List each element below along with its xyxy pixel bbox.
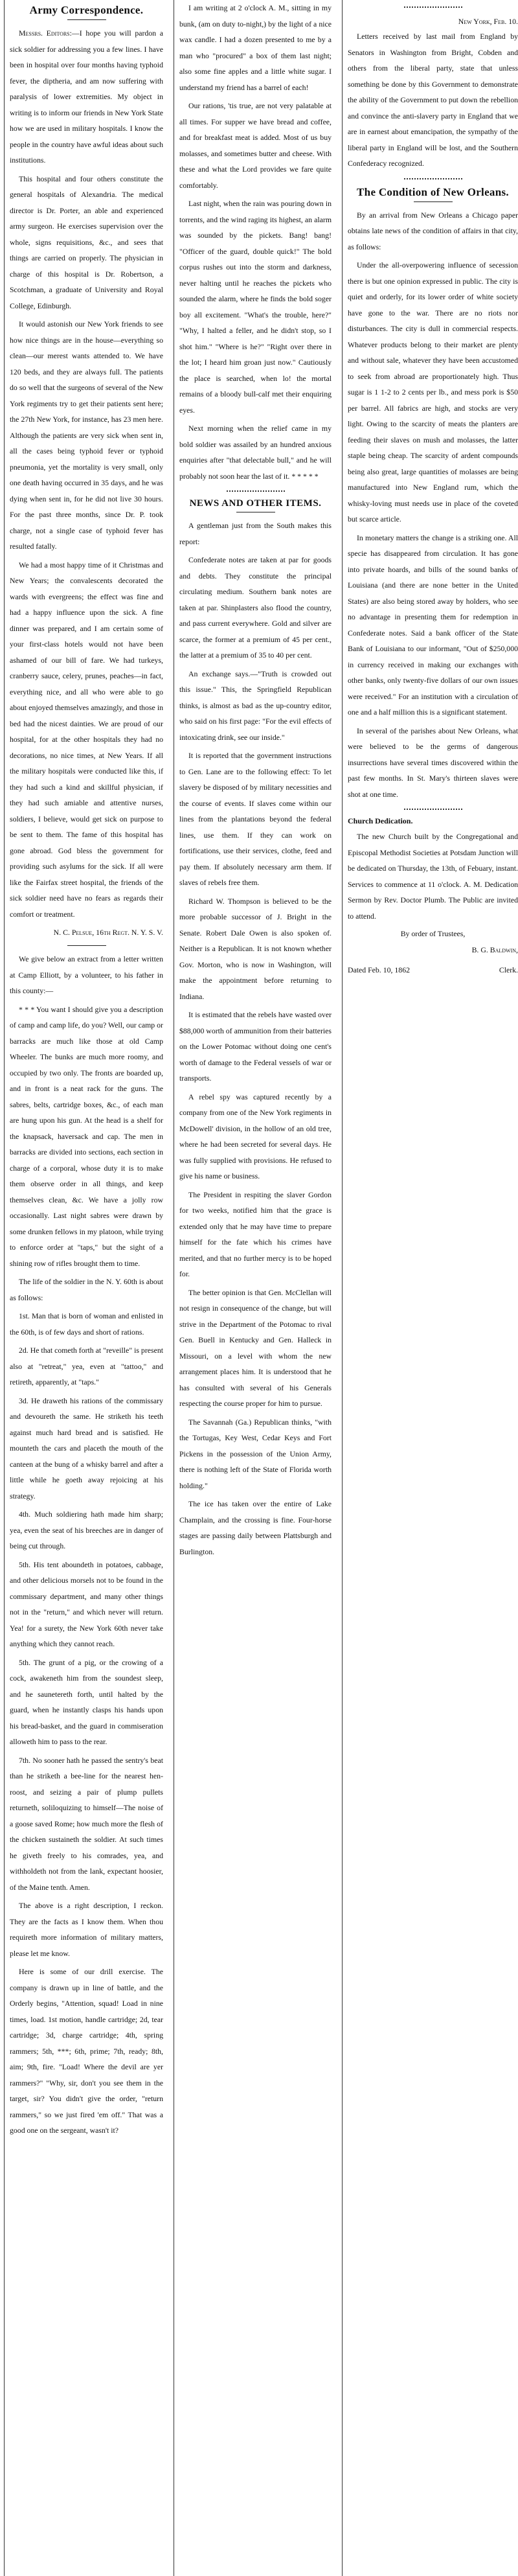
divider	[67, 945, 106, 946]
dispatch-text: Letters received by last mail from England by Senators in Washington from Bright, Cobden and others from the liberal party, state that unless something be done by this Government to demonstrate the ability of the Government to put down the rebellion and convince the anti-slavery party in England that we are in earnest about emancipation, the sympathy of the liberal party in England will be lost, and the Southern Confederacy recognized.	[348, 32, 518, 168]
section-title: Church Dedication.	[348, 816, 413, 825]
news-item: Confederate notes are taken at par for goods and debts. They constitute the principal circulating medium. Southern bank notes are taken at par. Shinplasters also flood the country, and pass current everywhere. Gold and silver are scarce, the former at a premium of 45 per cent., the latter at a premium of 35 to 40 per cent.	[179, 555, 332, 660]
section-title: The Condition of New Orleans.	[357, 185, 509, 198]
signer-role: Clerk.	[499, 965, 518, 974]
ornament-divider	[404, 809, 462, 810]
paragraph: The new Church built by the Congregational and Episcopal Methodist Societies at Potsdam Junction will be dedicated on Thursday, the 13th, of Febuary, instant. Services to commence at 11 o'clock. A. M. Dedication Sermon by Rev. Doctor Plumb. The Public are invited to attend.	[348, 832, 518, 921]
paragraph: We had a most happy time of it Christmas and New Years; the convalescents decorated the wards with evergreens; the effect was fine and had a happy influence upon the sick. A fine dinner was prepared, and I am certain some of your first-class hotels would not have been ashamed of our bill of fare. We had turkeys, cranberry sauce, celery, prunes, peaches—in fact, everything nice, and all who were able to go about enjoyed themselves amazingly, and those in bed had the nicest dainties. We are proud of our hospital, for at the other hospitals they had no decorations, no nice times, at New Years. If all the military hospitals were conducted like this, if they had such a kind and skillful physician, if they had such amiable and attentive nurses, soldiers, I believe, would get sick on purpose to be sent to them. The fame of this hospital has gone abroad. God bless the government for providing such asylums for the sick. If all were like the Fairfax street hospital, the friends of the sick soldier need have no fears as regards their comfort or treatment.	[10, 560, 163, 919]
paragraph: Last night, when the rain was pouring down in torrents, and the wind raging its highest, an alarm was sounded by the pickets. Bang! bang! "Officer of the guard, double quick!" The bold corpus rushes out into the storm and darkness, never halting until he reaches the pickets who sounded the alarm, where he finds the bold soger boy all excitement. "What's the trouble, here?" "Why, I halted a feller, and he didn't stop, so I shot him." "Where is he?" "Right over there in the lot; I heard him groan just now." Cautiously the place is searched, when lo! the mortal remains of a bloody bull-calf met their enquiring eyes.	[179, 199, 332, 415]
news-item: The President in respiting the slaver Gordon for two weeks, notified him that the grace is extended only that he may have time to prepare himself for the fate which his crimes have merited, and that no further mercy is to be hoped for.	[179, 1190, 332, 1278]
paragraph: By an arrival from New Orleans a Chicago paper obtains late news of the condition of affairs in that city, as follows:	[348, 210, 518, 251]
news-item: An exchange says.—"Truth is crowded out this issue." This, the Springfield Republican thinks, is almost as bad as the up-country editor, who said on his first page: "For the evil effects of intoxicating drink, see our inside."	[179, 669, 332, 742]
column-news	[174, 0, 335, 2576]
title-rule	[67, 19, 106, 20]
news-item: It is estimated that the rebels have wasted over $88,000 worth of ammunition from their batteries on the Lower Potomac without doing one cent's worth of damage to the Federal vessels of war or transports.	[179, 1010, 332, 1083]
paragraph: * * * You want I should give you a description of camp and camp life, do you? Well, our camp or barracks are much like those at old Camp Wheeler. The bunks are much more roomy, and occupied by two only. The fronts are boarded up, and in front is a neat rack for the guns. The sabres, belts, cartridge boxes, &c., of each man are hung upon his gun. At the head is a shelf for the knapsack, haversack and cap. The men in barracks are divided into sections, each section in charge of a corporal, whose duty it is to make them observe order in all things, and keep themselves clean, &c. We have a jolly row occasionally. Last night sabres were drawn by some drunken fellows in my platoon, while trying to enforce order at "taps," but the sight of a shining row of rifles brought them to time.	[10, 1004, 163, 1268]
news-item: The Savannah (Ga.) Republican thinks, "with the Tortugas, Key West, Cedar Keys and Fort Pickens in the possession of the Union Army, there is nothing left of the State of Florida worth holding."	[179, 1417, 332, 1490]
order-line: By order of Trustees,	[400, 929, 466, 938]
paragraph: The life of the soldier in the N. Y. 60th is about as follows:	[10, 1277, 163, 1302]
news-item: A rebel spy was captured recently by a company from one of the New York regiments in McDowell' division, in the hollow of an old tree, where he had been secreted for several days. He was fully supplied with provisions. He refused to give his name or business.	[179, 1092, 332, 1180]
signer: B. G. Baldwin,	[471, 945, 518, 954]
intro: We give below an extract from a letter written at Camp Elliott, by a volunteer, to his father in this county:—	[10, 954, 163, 995]
news-item: A gentleman just from the South makes this report:	[179, 521, 332, 546]
signature: N. C. Pelsue, 16th Regt. N. Y. S. V.	[53, 928, 163, 937]
paragraph: Under the all-overpowering influence of secession there is but one opinion expressed in public. The city is quiet and orderly, for its lower order of white society have gone to the war. There are no riots nor disturbances. The city is dull in commercial respects. Whatever products belong to their market are plenty and without sale, whatever they have been accustomed to seek from abroad are proportionately high. Thus sugar is 1 1-2 to 2 cents per lb., and mess pork is $50 per barrel. All fabrics are high, and stocks are very light. Owing to the scarcity of meats the planters are feeding their slaves on mush and molasses, the latter staple being cheap. The scarcity of ardent compounds being also great, large quantities of molasses are being manufactured into New England rum, which the whisky-loving must needs use in place of the coveted but scarce article.	[348, 260, 518, 523]
paragraph: It would astonish our New York friends to see how nice things are in the house—everything so clean—our merest wants attended to. We have 120 beds, and they are always full. The patients do so well that the surgeons of several of the New York regiments try to get their patients sent here; the 27th New York, for instance, has 23 men here. Although the patients are very sick when sent in, all the cases being typhoid fever or typhoid pneumonia, yet the mortality is very small, only one death having occurred in 35 days, and he was dying when sent in, for he did not live 30 hours. For the past three months, since Dr. P. took charge, not a single case of typhoid fever has resulted fatally.	[10, 319, 163, 551]
ornament-divider	[404, 6, 462, 8]
news-item: The ice has taken over the entire of Lake Champlain, and the crossing is fine. Four-horse stages are passing daily between Plattsburgh and Burlington.	[179, 1499, 332, 1556]
paragraph: 7th. No sooner hath he passed the sentry's beat than he striketh a bee-line for the nearest hen-roost, and seizing a pair of plump pullets returneth, soliloquizing to himself—The noise of a goose saved Rome; how much more the flesh of the chicken sustaineth the soldier. At such times he giveth freely to his comrades, yea, and withholdeth not from the lank, expectant hoosier, of the Maine tenth. Amen.	[10, 1755, 163, 1892]
paragraph: 3d. He draweth his rations of the commissary and devoureth the same. He striketh his teeth against much hard bread and is satisfied. He mounteth the cars and placeth the mouth of the canteen at the bung of a whisky barrel and after a little while he goeth away rejoicing at his strategy.	[10, 1396, 163, 1501]
paragraph: Next morning when the relief came in my bold soldier was assailed by an hundred anxious enquiries after "that delectable bull," and he will probably not soon hear the last of it. * * * * *	[179, 424, 332, 481]
paragraph: 5th. His tent aboundeth in potatoes, cabbage, and other delicious morsels not to be found in the commissary department, and many other things not in the "return," and which never will return. Yea! for a surety, the New York 60th never take anything which they cannot reach.	[10, 1559, 163, 1648]
dateline: New York, Feb. 10.	[458, 17, 518, 26]
article-title: Army Correspondence.	[29, 4, 144, 16]
ornament-divider	[227, 490, 285, 492]
paragraph: In several of the parishes about New Orleans, what were believed to be the germs of dangerous insurrections have several times discovered within the past few months. In St. Mary's thirteen slaves were shot at one time.	[348, 726, 518, 799]
column-army-correspondence	[4, 0, 167, 2576]
section-title: NEWS AND OTHER ITEMS.	[189, 498, 322, 509]
news-item: It is reported that the government instructions to Gen. Lane are to the following effect: To let slavery be disposed of by military necessities and the course of events. If slaves come within our lines from the plantations beyond the federal lines, use them. If they can work on fortifications, use their services, clothe, feed and pay them. If absolutely necessary arm them. If slaves of rebels free them.	[179, 751, 332, 887]
paragraph: 1st. Man that is born of woman and enlisted in the 60th, is of few days and short of rations.	[10, 1311, 163, 1337]
paragraph: I am writing at 2 o'clock A. M., sitting in my bunk, (am on duty to-night,) by the light of a nice wax candle. I had a dozen presented to me by a man who "procured" a box of them last night; also some fine apples and a little white sugar. I understand my friend has a barrel of each!	[179, 3, 332, 92]
news-item: Richard W. Thompson is believed to be the more probable successor of J. Bright in the Senate. Robert Dale Owen is also spoken of. Neither is a Republican. It is not known whether Gov. Morton, who is now in Washington, will make the appointment before returning to Indiana.	[179, 896, 332, 1001]
date-line: Dated Feb. 10, 1862	[348, 965, 410, 974]
paragraph: 5th. The grunt of a pig, or the crowing of a cock, awakeneth him from the soundest sleep, and he saunetereth forth, until halted by the guard, when he instantly clasps his hands upon his bread-basket, and the guard in commiseration alloweth him to pass to the rear.	[10, 1657, 163, 1746]
paragraph: —I hope you will pardon a sick soldier for addressing you a few lines. I have been in hospital over four months having typhoid fever, the diptheria, and am now suffering with paralysis of lower extremities. My object in writing is to inform our friends in New York State how we are used in military hospitals. I know the people in the country have awful ideas about such institutions.	[10, 29, 163, 165]
paragraph: Our rations, 'tis true, are not very palatable at all times. For supper we have bread and coffee, and for breakfast meat is added. Most of us buy molasses, and sometimes butter and cheese. With these and what the Lord provides we fare quite comfortably.	[179, 101, 332, 190]
paragraph: In monetary matters the change is a striking one. All specie has disappeared from circulation. It has gone into private hoards, and bills of the sound banks of Louisiana (and there are none better in the United States) are also being stored away by holders, who see no advantage in presenting them for redemption in Confederate notes. Said a bank officer of the State Bank of Louisiana to our informant, "Out of $250,000 in currency received in making our exchanges with other banks, only twenty-five dollars of our own issues were received." For an institution with a circulation of one and a half million this is a significant statement.	[348, 533, 518, 717]
news-item: The better opinion is that Gen. McClellan will not resign in consequence of the change, but will strive in the Department of the Potomac to rival Gen. Buell in Kentucky and Gen. Halleck in Missouri, on a level with whom the new arrangement places him. It is understood that he has consulted with several of his Generals respecting the course proper for him to pursue.	[179, 1287, 332, 1408]
title-rule	[414, 201, 453, 202]
salutation: Messrs. Editors:	[19, 29, 72, 38]
paragraph: The above is a right description, I reckon. They are the facts as I know them. When thou requireth more information of military matters, please let me know.	[10, 1901, 163, 1958]
paragraph: This hospital and four others constitute the general hospitals of Alexandria. The medical director is Dr. Porter, an able and experienced army surgeon. He exercises supervision over the whole, signs requisitions, &c., and sees that things are carried on properly. The physician in charge of this hospital is Dr. Robertson, a Scotchman, a graduate of University and Royal College, Edinburgh.	[10, 174, 163, 310]
column-new-orleans	[342, 0, 518, 2576]
ornament-divider	[404, 178, 462, 179]
paragraph: 2d. He that cometh forth at "reveille" is present also at "retreat," yea, even at "tattoo," and retireth, apparently, at "taps."	[10, 1346, 163, 1386]
paragraph: 4th. Much soldiering hath made him sharp; yea, even the seat of his breeches are in danger of being cut through.	[10, 1510, 163, 1550]
paragraph: Here is some of our drill exercise. The company is drawn up in line of battle, and the Orderly begins, "Attention, squad! Load in nine times, load. 1st motion, handle cartridge; 2d, tear cartridge; 3d, charge cartridge; 4th, spring rammers; 5th, ***; 6th, prime; 7th, ready; 8th, aim; 9th, fire. "Load! Where the devil are yer rammers?" "Why, sir, don't you see them in the target, sir? You didn't give the order, "return rammers," so we just fired 'em off." That was a good one on the sergeant, wasn't it?	[10, 1967, 163, 2135]
